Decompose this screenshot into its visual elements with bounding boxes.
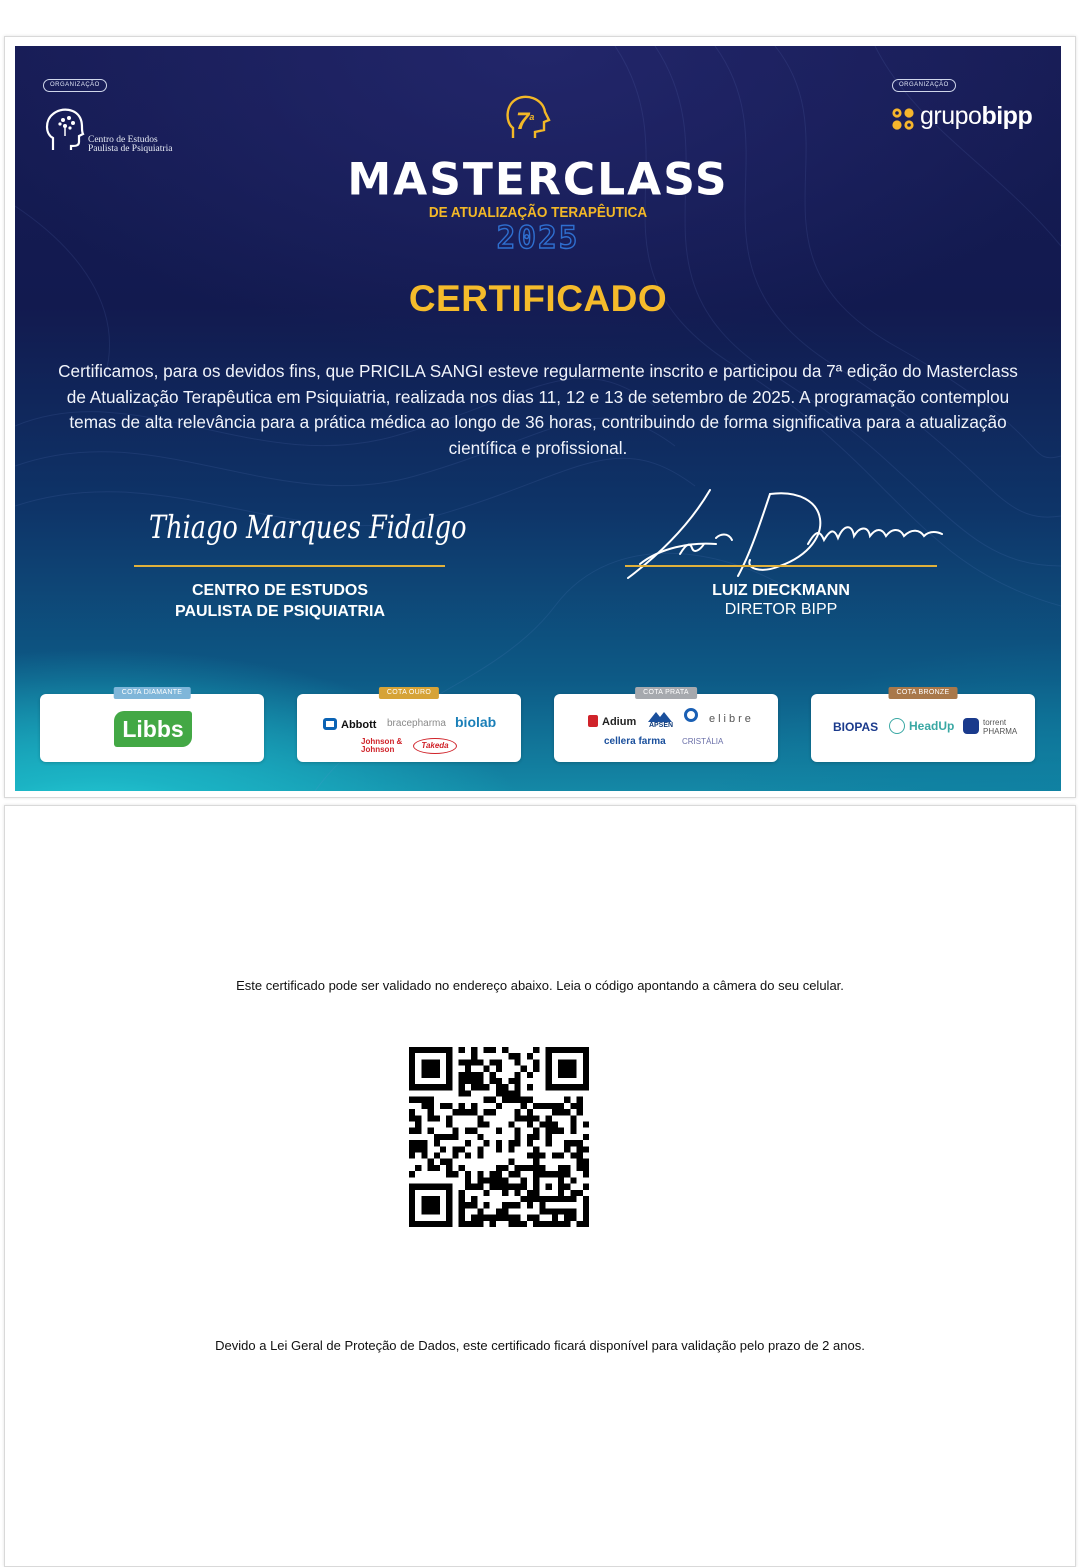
event-year: 2025: [496, 220, 580, 256]
logo-torrent: torrent PHARMA: [963, 718, 1023, 736]
signer-right-role: DIRETOR BIPP: [724, 601, 838, 618]
event-title: MASTERCLASS: [347, 153, 729, 206]
logo-adium: Adium: [588, 715, 636, 728]
sponsor-card-diamond: [40, 689, 264, 762]
bipp-wordmark: grupobipp: [920, 102, 1033, 130]
logo-biopas: BIOPAS: [833, 720, 879, 734]
logo-bracepharma: bracepharma: [387, 718, 446, 729]
sponsor-card-bronze: [811, 689, 1035, 762]
logo-headup: HeadUp: [889, 718, 954, 734]
signature-line-right: [625, 565, 937, 567]
logo-apsen: APSEN: [648, 710, 674, 729]
certificate-heading: CERTIFICADO: [408, 278, 668, 319]
lgpd-note: Devido a Lei Geral de Proteção de Dados, este certificado ficará disponível para validação pelo prazo de 2 anos.: [215, 1338, 865, 1353]
tier-label-silver: COTA PRATA: [635, 687, 697, 699]
logo-takeda: Takeda: [413, 738, 457, 754]
event-subtitle: DE ATUALIZAÇÃO TERAPÊUTICA: [428, 204, 648, 221]
sponsor-card-gold: [297, 689, 521, 762]
brain-head-icon: [43, 106, 87, 154]
org-left-label: ORGANIZAÇÃO: [43, 79, 107, 92]
signature-line-left: [134, 565, 445, 567]
signer-right-name: LUIZ DIECKMANN: [712, 582, 850, 599]
signature-thiago: Thiago Marques Fidalgo: [149, 508, 467, 546]
qr-code[interactable]: [409, 1047, 589, 1227]
logo-biolab: biolab: [455, 714, 497, 730]
logo-cellera: cellera farma: [604, 736, 666, 747]
logo-eurofarma-circle: [684, 708, 698, 725]
signer-left-name: CENTRO DE ESTUDOS PAULISTA DE PSIQUIATRIA: [174, 582, 386, 620]
tier-label-gold: COTA OURO: [379, 687, 439, 699]
logo-elibre: elibre: [709, 713, 754, 725]
logo-libbs: Libbs: [114, 711, 192, 747]
logo-johnson: Johnson & Johnson: [361, 737, 403, 754]
tier-label-bronze: COTA BRONZE: [889, 687, 958, 699]
org-left-line1: Centro de Estudos: [88, 135, 158, 145]
certificate: [15, 46, 1061, 791]
signature-luiz: [620, 484, 950, 584]
sponsor-card-silver: [554, 689, 778, 762]
org-right-label: ORGANIZAÇÃO: [892, 79, 956, 92]
certificate-body: Certificamos, para os devidos fins, que PRICILA SANGI esteve regularmente inscrito e participou da 7ª edição do Masterclass de Atualização Terapêutica em Psiquiatria, realizada nos dias 11, 12 e 13 de setembro de 2025. A programação contemplou temas de alta relevância para a prática médica ao longo de 36 horas, contribuindo de forma significativa para a atualização científica e profissional.: [58, 361, 1018, 458]
edition-number: 7$^a$: [516, 108, 535, 135]
bipp-logo-icon: [891, 107, 915, 131]
logo-cristalia: CRISTÁLIA: [682, 737, 724, 746]
tier-label-diamond: COTA DIAMANTE: [114, 687, 191, 699]
org-left-line2: Paulista de Psiquiatria: [88, 144, 173, 154]
logo-abbott: Abbott: [323, 718, 376, 731]
validation-instruction: Este certificado pode ser validado no endereço abaixo. Leia o código apontando a câmera do seu celular.: [236, 978, 844, 993]
